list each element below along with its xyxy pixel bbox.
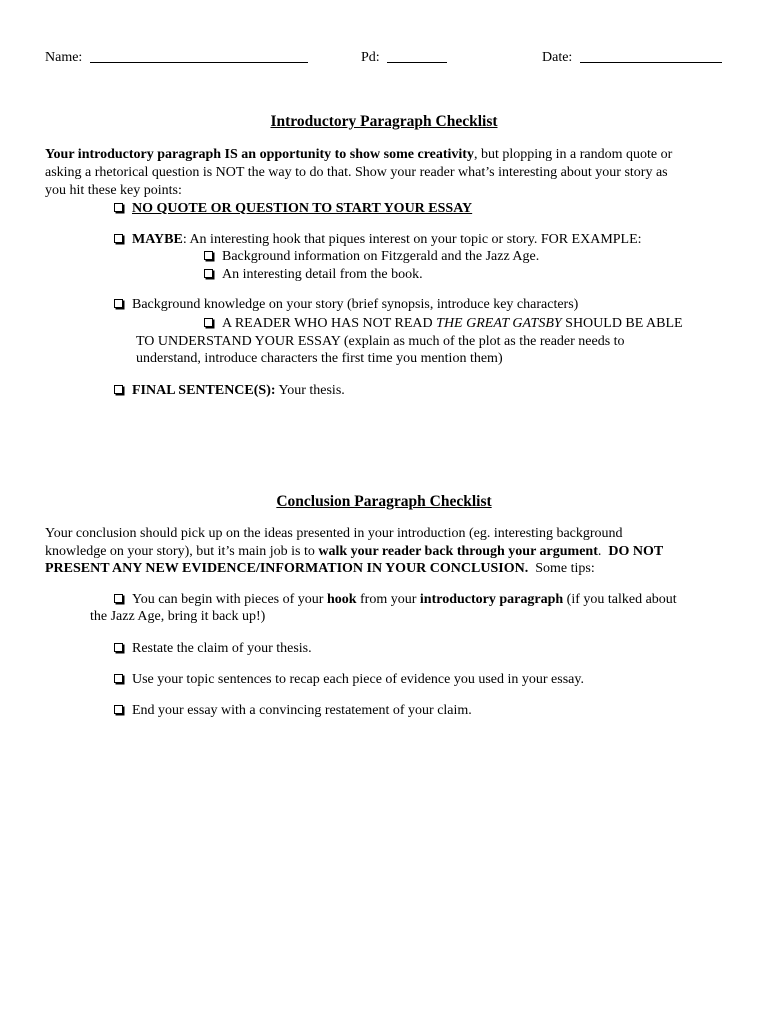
checkbox-icon[interactable] [114,234,123,243]
final-label-bold: FINAL SENTENCE(S): [132,383,276,398]
intro-paragraph-line1 [45,146,672,163]
hook-line2: the Jazz Age, bring it back up!) [90,609,266,624]
checklist-subitem-reader[interactable] [204,315,683,332]
conclusion-paragraph-line3 [45,560,595,577]
checklist-subitem-interesting-detail[interactable] [204,266,423,283]
date-label: Date: [542,50,573,65]
sub1-label: Background information on Fitzgerald and the Jazz Age. [222,249,540,264]
conclusion-line2-bold2: DO NOT [608,544,664,559]
period-field[interactable] [361,48,447,66]
pd-blank[interactable] [387,48,447,63]
conclusion-paragraph-line1: Your conclusion should pick up on the ideas presented in your introduction (eg. interesting background [45,526,623,541]
maybe-label-bold: MAYBE [132,232,183,247]
hook-bold: hook [326,592,357,607]
hook-pre: You can begin with pieces of your [132,592,327,607]
intro-paragraph-line3: you hit these key points: [45,183,182,198]
date-blank[interactable] [580,48,722,63]
checkbox-icon[interactable] [114,705,123,714]
reader-line3: understand, introduce characters the first time you mention them) [136,351,503,366]
checkbox-icon[interactable] [114,299,123,308]
reader-line2: TO UNDERSTAND YOUR ESSAY (explain as much of the plot as the reader needs to [136,334,625,349]
checklist-item-background[interactable] [114,296,578,313]
intro-paragraph-bold: Your introductory paragraph IS an opportunity to show some creativity [45,147,474,162]
reader-book-title: THE GREAT GATSBY [436,316,562,331]
checkbox-icon[interactable] [204,318,213,327]
checklist-item-restate[interactable] [114,640,312,657]
conclusion-line2-bold: walk your reader back through your argument [318,544,598,559]
conclusion-title: Conclusion Paragraph Checklist [276,493,492,510]
checkbox-icon[interactable] [204,269,213,278]
checkbox-icon[interactable] [204,251,213,260]
conclusion-line3-bold: PRESENT ANY NEW EVIDENCE/INFORMATION IN YOUR CONCLUSION. [45,561,529,576]
checklist-item-hook[interactable] [114,591,677,608]
intro-paragraph-rest: , but plopping in a random quote or [473,147,673,162]
intro-paragraph-line2: asking a rhetorical question is NOT the way to do that. Show your reader what’s interesting about your story as [45,165,668,180]
no-quote-label: NO QUOTE OR QUESTION TO START YOUR ESSAY [132,201,473,216]
reader-pre: A READER WHO HAS NOT READ [222,316,437,331]
hook-mid: from your [356,592,420,607]
final-label-rest: Your thesis. [275,383,345,398]
conclusion-line2-pre: knowledge on your story), but it’s main job is to [45,544,319,559]
conclusion-paragraph-line2 [45,543,663,560]
date-field[interactable] [542,48,722,66]
checklist-subitem-background-info[interactable] [204,248,539,265]
restate-label: Restate the claim of your thesis. [132,641,312,656]
hook-bold2: introductory paragraph [419,592,564,607]
checkbox-icon[interactable] [114,385,123,394]
maybe-label-rest: : An interesting hook that piques interest on your topic or story. FOR EXAMPLE: [182,232,642,247]
checkbox-icon[interactable] [114,643,123,652]
name-field[interactable] [45,48,308,66]
hook-post: (if you talked about [563,592,677,607]
checklist-item-no-quote[interactable] [114,200,472,217]
checkbox-icon[interactable] [114,674,123,683]
checklist-item-final-sentence[interactable] [114,382,345,399]
checklist-item-recap[interactable] [114,671,584,688]
checklist-item-maybe[interactable] [114,231,642,248]
checkbox-icon[interactable] [114,594,123,603]
recap-label: Use your topic sentences to recap each piece of evidence you used in your essay. [132,672,584,687]
pd-label: Pd: [361,50,380,65]
reader-post: SHOULD BE ABLE [561,316,683,331]
background-label: Background knowledge on your story (brief synopsis, introduce key characters) [132,297,579,312]
sub2-label: An interesting detail from the book. [222,267,423,282]
checklist-item-end[interactable] [114,702,472,719]
intro-title: Introductory Paragraph Checklist [270,113,498,130]
checkbox-icon[interactable] [114,203,123,212]
name-label: Name: [45,50,83,65]
name-blank[interactable] [90,48,308,63]
conclusion-line3-rest: Some tips: [528,561,595,576]
end-label: End your essay with a convincing restatement of your claim. [132,703,472,718]
conclusion-line2-post: . [597,544,609,559]
